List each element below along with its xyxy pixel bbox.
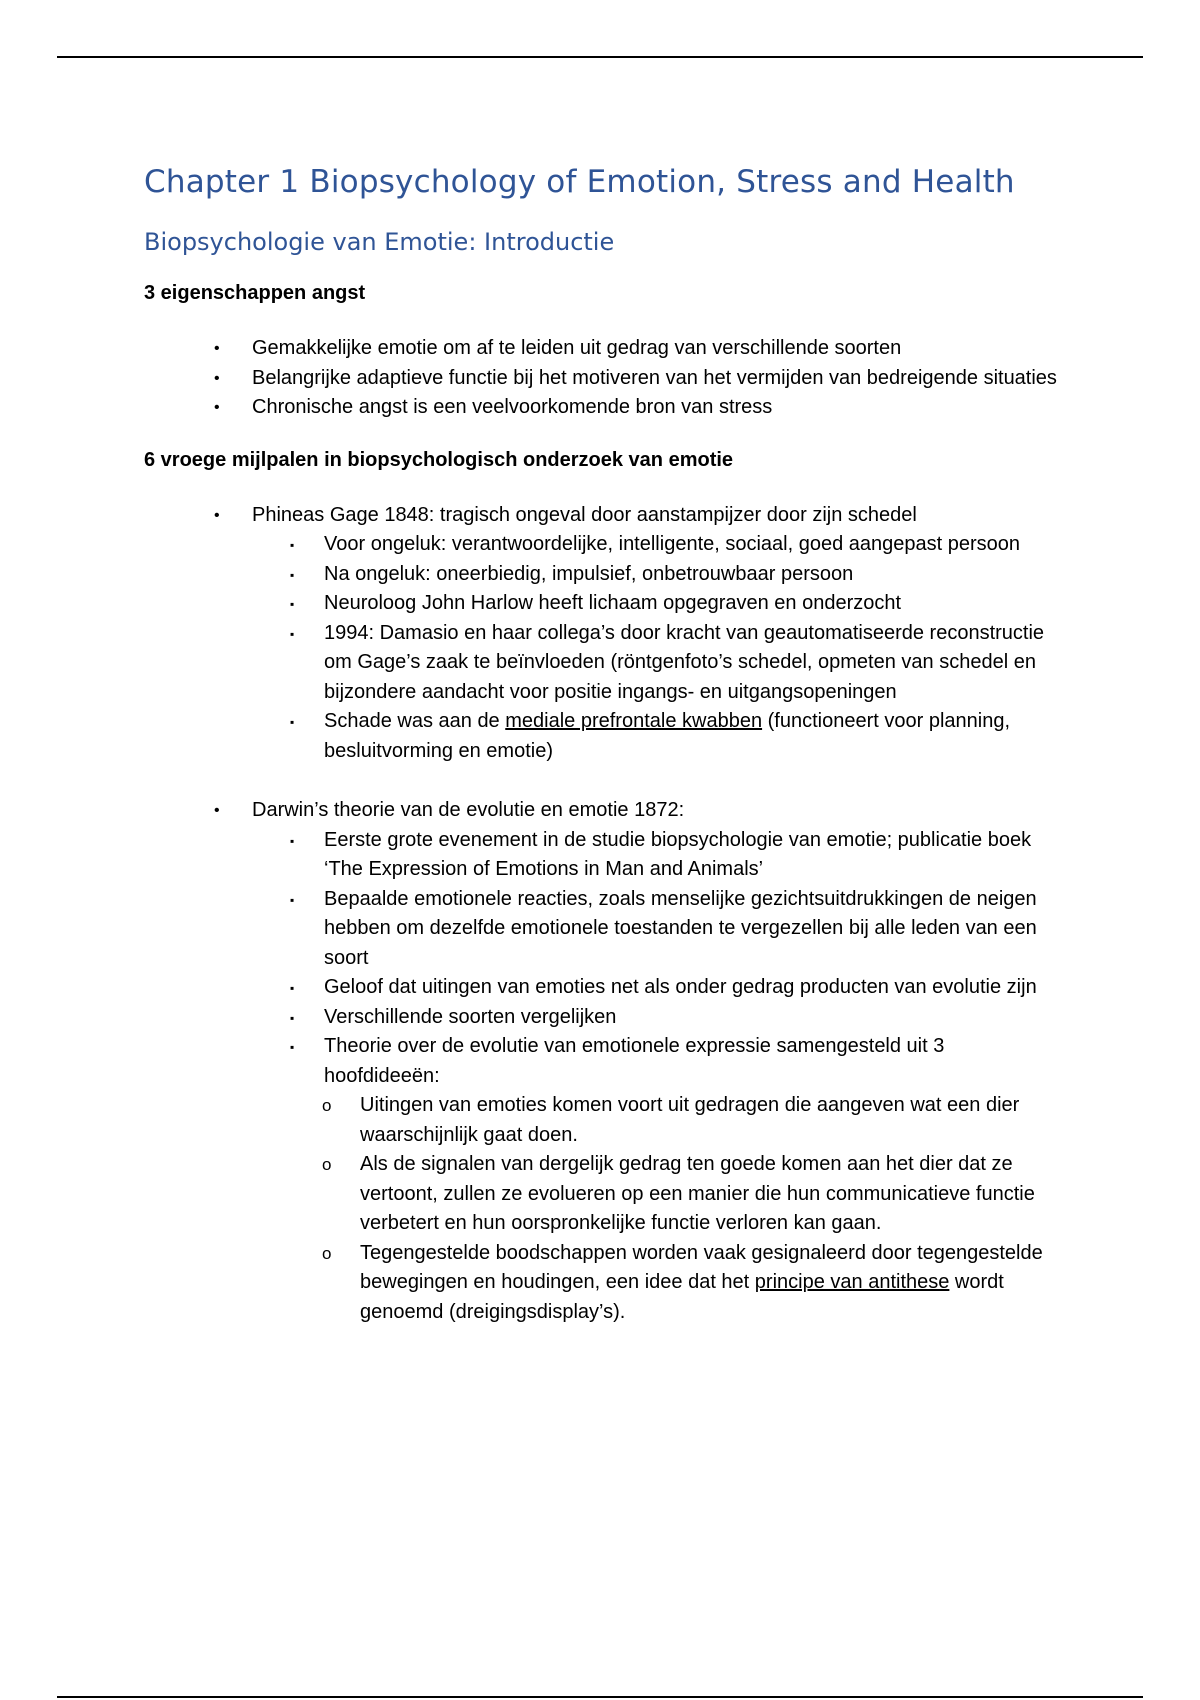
list-item bbox=[252, 1003, 1064, 1033]
milestones-list bbox=[144, 501, 1064, 1328]
list-item-text: Voor ongeluk: verantwoordelijke, intelligente, sociaal, goed aangepast persoon bbox=[324, 533, 1021, 555]
bullet: ▪ bbox=[290, 597, 295, 611]
list-item bbox=[288, 1239, 1064, 1328]
bullet: ▪ bbox=[290, 833, 295, 848]
ideas-sublist bbox=[288, 1091, 1064, 1327]
bullet: ▪ bbox=[290, 715, 295, 729]
fear-list bbox=[144, 334, 1064, 423]
underlined-term: principe van antithese bbox=[754, 1271, 950, 1293]
list-item bbox=[252, 973, 1064, 1003]
list-item bbox=[144, 393, 1064, 423]
gage-sublist bbox=[252, 530, 1064, 766]
list-item bbox=[252, 589, 1064, 619]
bullet: o bbox=[322, 1096, 332, 1115]
list-item-text: Chronische angst is een veelvoorkomende bron van stress bbox=[252, 396, 773, 418]
gage-label: Phineas Gage 1848: tragisch ongeval door aanstampijzer door zijn schedel bbox=[252, 503, 917, 526]
bullet: ▪ bbox=[290, 1040, 295, 1054]
fear-heading: 3 eigenschappen angst bbox=[144, 282, 366, 304]
list-item-text: Belangrijke adaptieve functie bij het motiveren van het vermijden van bedreigende situaties bbox=[252, 366, 1057, 389]
list-item bbox=[144, 334, 1064, 364]
list-item-text: Geloof dat uitingen van emoties net als onder gedrag producten van evolutie zijn bbox=[324, 976, 1037, 998]
list-item-text: (functioneert voor planning, besluitvorming en emotie) bbox=[324, 710, 1011, 762]
bullet: • bbox=[214, 506, 220, 524]
list-item bbox=[252, 619, 1064, 708]
header-rule bbox=[57, 56, 1143, 58]
list-item-gage bbox=[144, 501, 1064, 767]
bullet: • bbox=[214, 399, 220, 416]
list-item bbox=[252, 560, 1064, 590]
list-item bbox=[252, 826, 1064, 885]
list-item bbox=[288, 1150, 1064, 1239]
bullet: o bbox=[322, 1243, 332, 1263]
bullet: ▪ bbox=[290, 626, 295, 641]
list-item bbox=[144, 364, 1064, 394]
list-item bbox=[288, 1091, 1064, 1150]
section-title: Biopsychologie van Emotie: Introductie bbox=[144, 228, 615, 256]
list-item-text: 1994: Damasio en haar collega’s door kracht van geautomatiseerde reconstructie om Gage’s zaak te beïnvloeden (röntgenfoto’s schedel, opmeten van schedel en bijzondere aandacht voor positie ingangs- en uitgangsopeningen bbox=[324, 621, 1045, 703]
darwin-label: Darwin’s theorie van de evolutie en emotie 1872: bbox=[252, 799, 685, 821]
footer-rule bbox=[57, 1696, 1143, 1698]
list-item-text: Gemakkelijke emotie om af te leiden uit gedrag van verschillende soorten bbox=[252, 337, 902, 359]
list-item-text: Tegengestelde boodschappen worden vaak gesignaleerd door tegengestelde bewegingen en houdingen, een idee dat het bbox=[360, 1241, 1043, 1293]
bullet: • bbox=[214, 802, 220, 819]
list-item-darwin bbox=[144, 796, 1064, 1327]
document-body bbox=[144, 160, 1064, 1327]
list-item-text: wordt genoemd (dreigingsdisplay’s). bbox=[360, 1271, 1004, 1323]
bullet: ▪ bbox=[290, 1010, 295, 1025]
bullet: o bbox=[322, 1155, 332, 1174]
list-item bbox=[252, 885, 1064, 974]
list-item-text: Na ongeluk: oneerbiedig, impulsief, onbetrouwbaar persoon bbox=[324, 562, 854, 585]
list-item-theory bbox=[252, 1032, 1064, 1327]
list-item-text: Eerste grote evenement in de studie biopsychologie van emotie; publicatie boek ‘The Expression of Emotions in Man and Animals’ bbox=[324, 828, 1032, 880]
list-item bbox=[252, 530, 1064, 560]
bullet: • bbox=[214, 369, 220, 387]
list-item-text: Bepaalde emotionele reacties, zoals menselijke gezichtsuitdrukkingen de neigen hebben om dezelfde emotionele toestanden te vergezellen bij alle leden van een soort bbox=[324, 887, 1037, 969]
list-item-text: Als de signalen van dergelijk gedrag ten goede komen aan het dier dat ze vertoont, zullen ze evolueren op een manier die hun communicatieve functie verbetert en hun oorspronkelijke functie verloren kan gaan. bbox=[360, 1153, 1035, 1234]
theory-label: Theorie over de evolutie van emotionele expressie samengesteld uit 3 hoofdideeën: bbox=[324, 1035, 945, 1087]
bullet: • bbox=[214, 340, 220, 357]
bullet: ▪ bbox=[290, 981, 295, 995]
list-item-text: Neuroloog John Harlow heeft lichaam opgegraven en onderzocht bbox=[324, 592, 902, 614]
bullet: ▪ bbox=[290, 567, 295, 582]
list-item-text: Schade was aan de bbox=[324, 710, 506, 732]
milestones-heading: 6 vroege mijlpalen in biopsychologisch onderzoek van emotie bbox=[144, 448, 734, 471]
list-item-text: Verschillende soorten vergelijken bbox=[324, 1005, 617, 1028]
bullet: ▪ bbox=[290, 892, 295, 907]
darwin-sublist bbox=[252, 826, 1064, 1328]
list-item-text: Uitingen van emoties komen voort uit gedragen die aangeven wat een dier waarschijnlijk gaat doen. bbox=[360, 1094, 1020, 1146]
list-item bbox=[252, 707, 1064, 766]
bullet: ▪ bbox=[290, 538, 295, 552]
chapter-title: Chapter 1 Biopsychology of Emotion, Stress and Health bbox=[144, 164, 1015, 200]
underlined-term: mediale prefrontale kwabben bbox=[505, 710, 763, 732]
